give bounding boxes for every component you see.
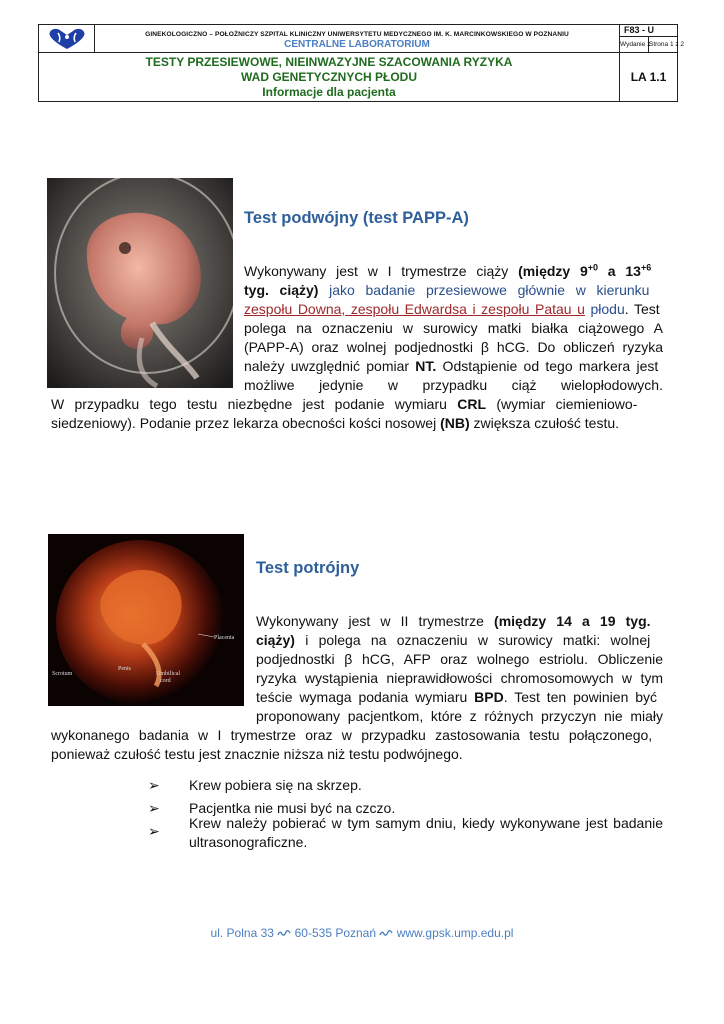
s1-text-bold: (między 9 — [518, 263, 588, 279]
s1-text-blue: płodu — [584, 301, 625, 317]
s2-line-2 — [256, 631, 650, 650]
bullet-text: Krew pobiera się na skrzep. — [189, 777, 362, 793]
s1-text: Odstąpienie od tego markera jest — [436, 358, 659, 374]
bullet-text: Pacjentka nie musi być na czczo. — [189, 800, 396, 816]
edition-page-cell — [619, 37, 685, 53]
edition-label: Wydanie 1 — [620, 37, 649, 52]
label-penis: Penis — [118, 666, 132, 672]
label-umbilical: Umbilical — [156, 671, 180, 677]
embryo-photo — [47, 178, 233, 388]
document-title — [39, 53, 619, 101]
s1-text-bold: a 13 — [598, 263, 641, 279]
bullet-arrow-icon: ➢ — [148, 823, 160, 839]
section1-heading: Test podwójny (test PAPP-A) — [244, 209, 469, 227]
s1-text: siedzeniowy). Podanie przez lekarza obecności kości nosowej — [51, 415, 441, 431]
institution-name: GINEKOLOGICZNO – POŁOŻNICZY SZPITAL KLINICZNY UNIWERSYTETU MEDYCZNEGO IM. K. MARCINKOWSKIEGO W POZNANIU — [145, 31, 569, 38]
document-header — [38, 24, 685, 102]
institution-cell — [95, 25, 619, 53]
s2-text-bold: BPD — [474, 689, 504, 705]
footer-website-link[interactable]: www.gpsk.ump.edu.pl — [396, 926, 514, 940]
title-line-3: Informacje dla pacjenta — [262, 85, 396, 99]
s1-line-4: polega na oznaczeniu w surowicy matki białka ciążowego A — [244, 320, 663, 336]
s2-text: teście wymaga podania wymiaru — [256, 689, 475, 705]
s1-text-bold: CRL — [457, 396, 487, 412]
document-id: LA 1.1 — [619, 53, 677, 101]
s1-sup: +6 — [640, 262, 652, 273]
s1-text: W przypadku tego testu niezbędne jest podanie wymiaru — [51, 396, 458, 412]
s1-text-bold: tyg. ciąży) — [244, 282, 319, 298]
s1-line-6 — [244, 357, 658, 376]
s1-line-8 — [51, 395, 637, 414]
s2-line-5 — [256, 688, 657, 707]
syndromes-link[interactable]: zespołu Downa, zespołu Edwardsa i zespołu Patau u — [244, 301, 585, 317]
s1-line-3 — [244, 300, 660, 319]
hospital-logo — [39, 25, 95, 53]
s2-text-bold: (między 14 a 19 tyg. — [494, 613, 651, 629]
s2-text: i polega na oznaczeniu w surowicy matki: wolnej — [294, 632, 651, 648]
s1-line-9 — [51, 414, 619, 433]
title-line-2: WAD GENETYCZNYCH PŁODU — [240, 70, 417, 84]
s1-text-bold: NT. — [415, 358, 437, 374]
label-cord: cord — [160, 678, 171, 684]
s1-text-blue: jako badanie przesiewowe głównie w kierunku — [318, 282, 650, 298]
s2-line-7: wykonanego badania w I trymestrze oraz w przypadku zastosowania testu połączonego, — [51, 727, 653, 743]
s1-text: należy uwzględnić pomiar — [244, 358, 416, 374]
bullet-arrow-icon: ➢ — [148, 800, 160, 816]
bullet-arrow-icon: ➢ — [148, 777, 160, 793]
s1-text-bold: (NB) — [440, 415, 470, 431]
section2-heading: Test potrójny — [256, 559, 360, 577]
s2-text: Wykonywany jest w II trymestrze — [256, 613, 495, 629]
s1-line-2 — [244, 281, 649, 300]
s1-text: Wykonywany jest w I trymestrze ciąży — [244, 263, 519, 279]
title-line-1: TESTY PRZESIEWOWE, NIEINWAZYJNE SZACOWANIA RYZYKA — [145, 55, 513, 69]
s2-line-3: podjednostki β hCG, AFP oraz wolnego estriolu. Obliczenie — [256, 651, 663, 667]
s2-text-bold: ciąży) — [256, 632, 295, 648]
form-code: F83 - U — [619, 25, 677, 37]
s1-text: . Test — [624, 301, 660, 317]
s1-text: zwiększa czułość testu. — [469, 415, 620, 431]
label-scrotum: Scrotum — [52, 671, 73, 677]
s2-text: . Test ten powinien być — [503, 689, 658, 705]
s1-line-5: (PAPP-A) oraz wolnej podjednostki β hCG. Do obliczeń ryzyka — [244, 339, 663, 355]
label-placenta: Placenta — [214, 635, 235, 641]
s1-line-1 — [244, 262, 651, 281]
s2-line-1 — [256, 612, 651, 631]
footer-street: ul. Polna 33 — [210, 926, 274, 940]
bullet-text: Krew należy pobierać w tym samym dniu, kiedy wykonywane jest badanie ultrasonograficzne. — [189, 815, 663, 850]
lab-name: CENTRALNE LABORATORIUM — [284, 39, 430, 50]
s1-text: (wymiar ciemieniowo- — [486, 396, 638, 412]
footer-city: 60-535 Poznań — [294, 926, 377, 940]
s1-sup: +0 — [587, 262, 599, 273]
footer-address — [0, 926, 724, 940]
s1-line-7: możliwe jedynie w przypadku ciąż wielopłodowych. — [244, 377, 663, 393]
wave-separator-icon — [379, 929, 393, 937]
s2-line-4: ryzyka wystąpienia nieprawidłowości chromosomowych w tym — [256, 670, 663, 686]
s2-line-6: proponowany pacjentkom, które z różnych przyczyn nie miały — [256, 708, 663, 724]
wave-separator-icon — [277, 929, 291, 937]
fetus-photo — [48, 534, 244, 706]
s2-line-8: ponieważ czułość testu jest znacznie niższa niż testu podwójnego. — [51, 746, 463, 762]
page-label: Strona 1 z 2 — [649, 41, 685, 48]
